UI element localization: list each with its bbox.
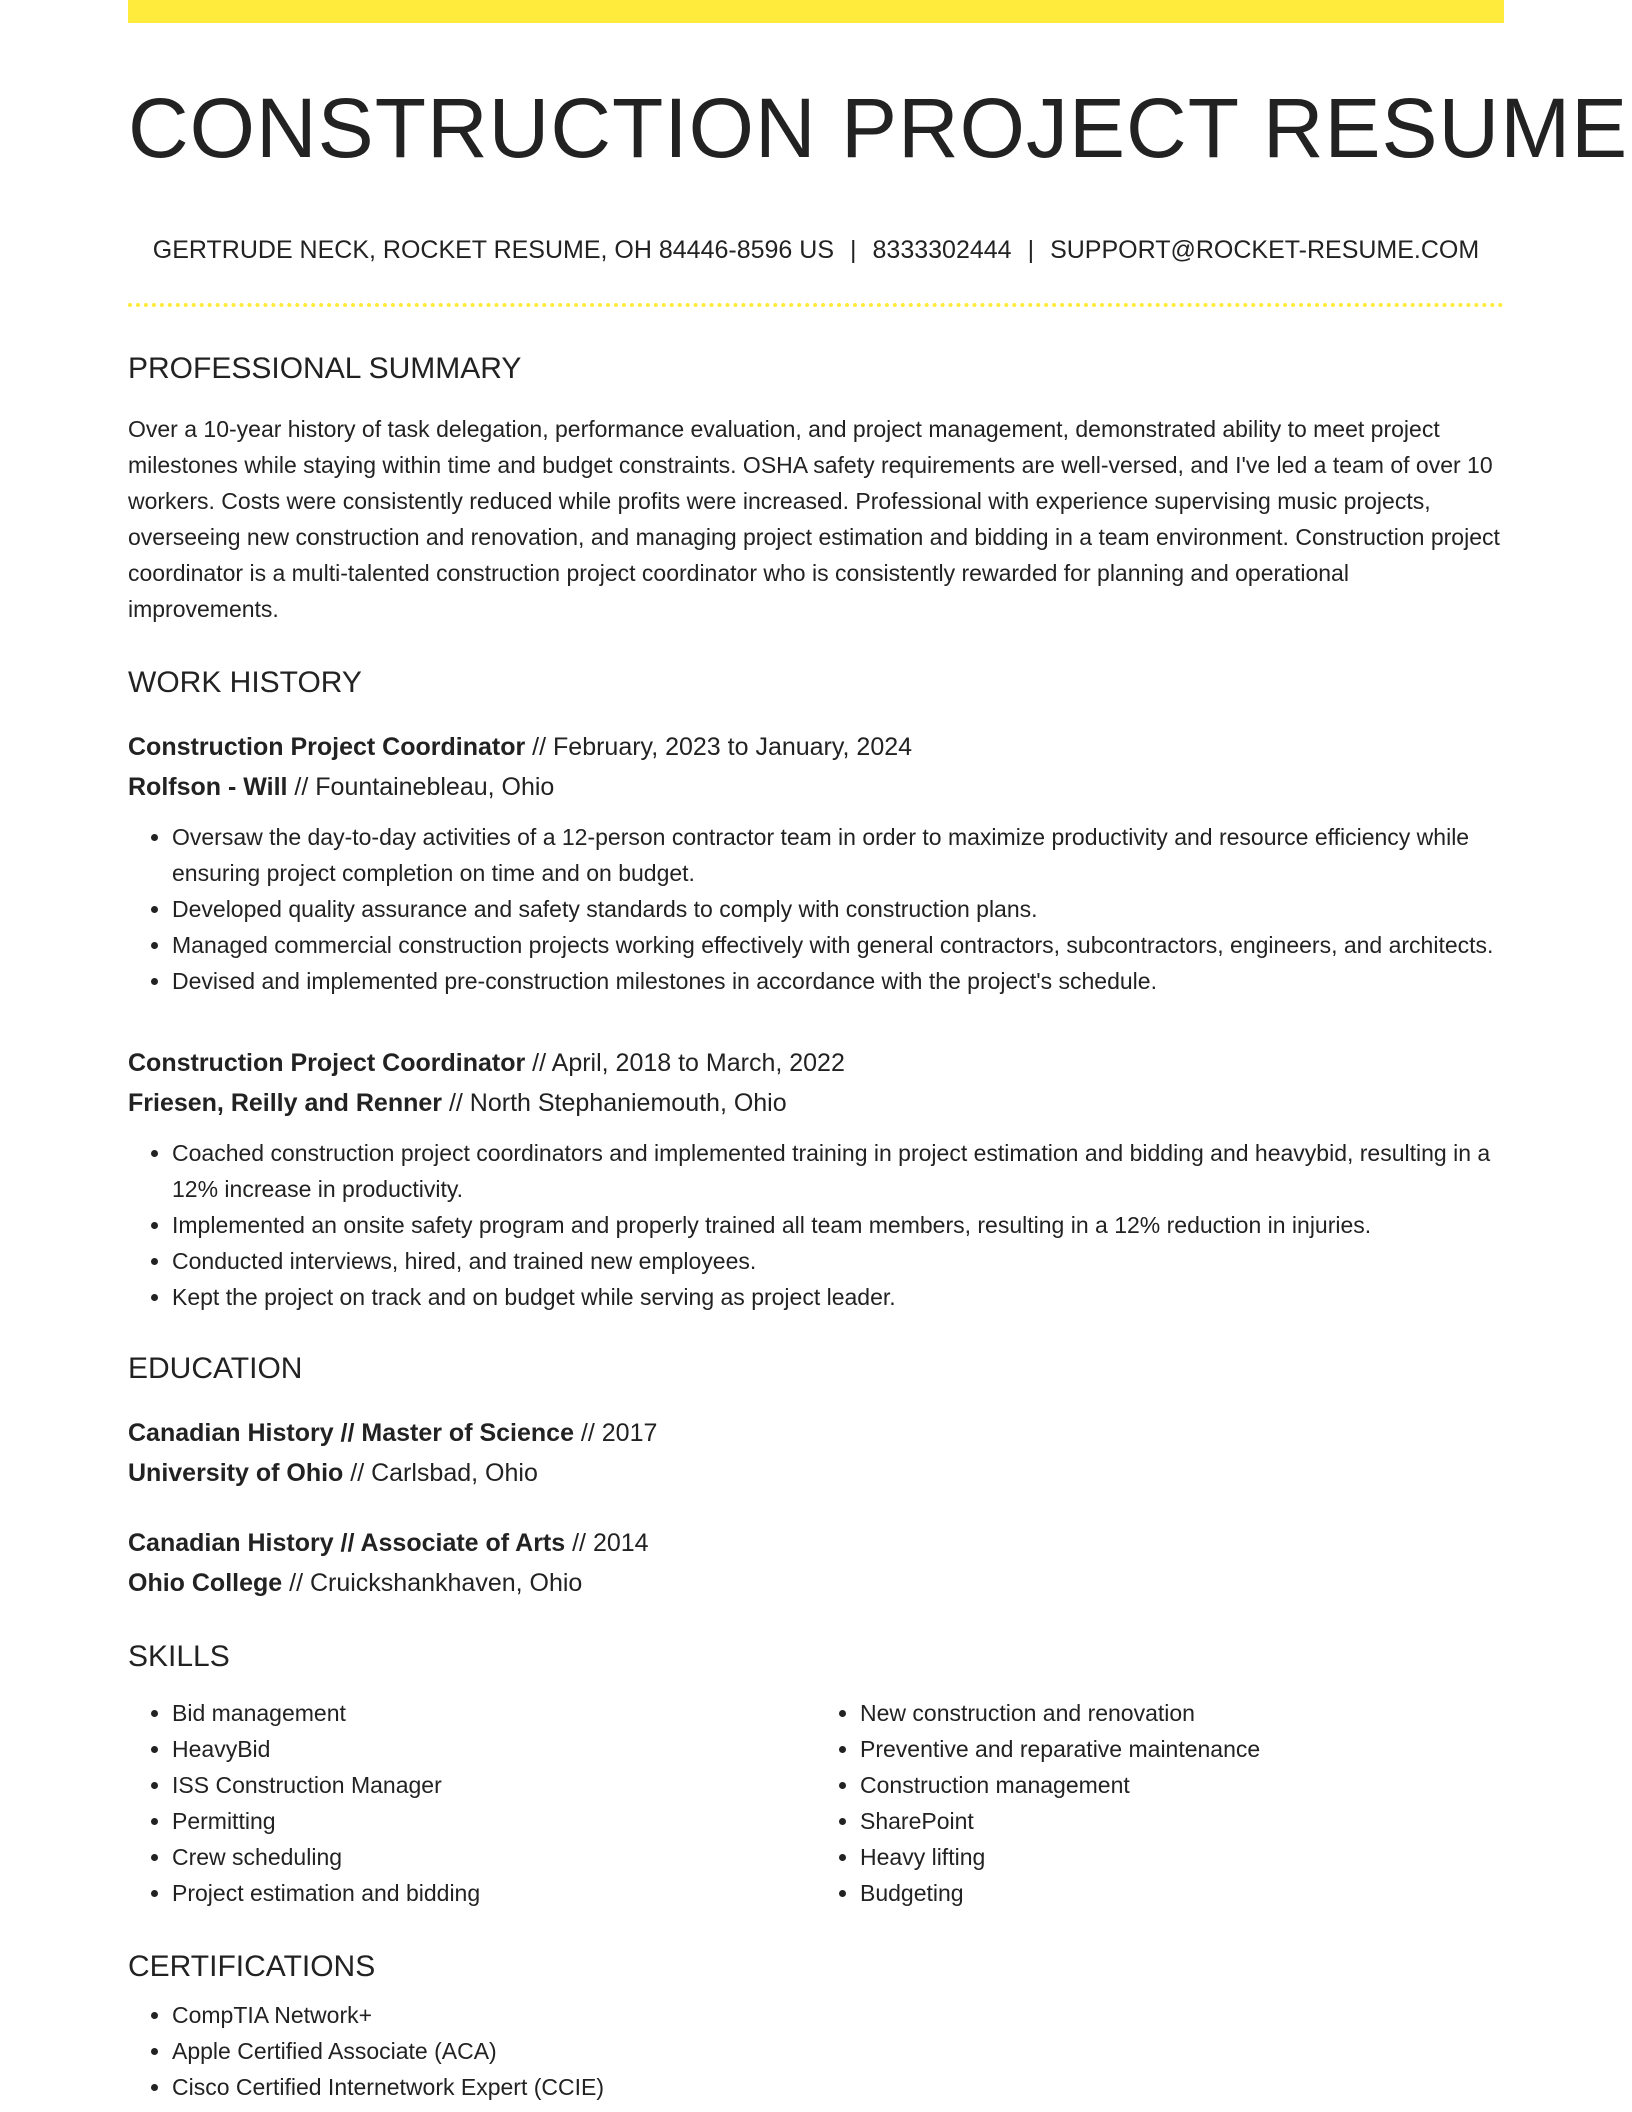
- certifications-list: [128, 1997, 1504, 2105]
- list-item: • Project estimation and bidding: [172, 1875, 816, 1911]
- list-item: • Crew scheduling: [172, 1839, 816, 1875]
- list-item: • Implemented an onsite safety program and properly trained all team members, resulting in a 12% reduction in injuries.: [172, 1207, 1504, 1243]
- job-title: Construction Project Coordinator: [128, 732, 526, 761]
- list-item: • Coached construction project coordinators and implemented training in project estimation and bidding and heavybid, resulting in a 12% increase in productivity.: [172, 1135, 1504, 1207]
- list-item: • Apple Certified Associate (ACA): [172, 2033, 1504, 2069]
- skills-heading: SKILLS: [128, 1639, 230, 1673]
- school-line: [128, 1563, 1504, 1603]
- list-item: • HeavyBid: [172, 1731, 816, 1767]
- skills-grid: [128, 1695, 1504, 1911]
- list-item: • Devised and implemented pre-construction milestones in accordance with the project's schedule.: [172, 963, 1504, 999]
- job-company-line: [128, 767, 1504, 807]
- degree-year: // 2017: [573, 1418, 658, 1447]
- list-item: • ISS Construction Manager: [172, 1767, 816, 1803]
- skills-right-column: [816, 1695, 1504, 1911]
- summary-heading: PROFESSIONAL SUMMARY: [128, 351, 522, 385]
- resume-title: CONSTRUCTION PROJECT RESUME: [128, 81, 1629, 175]
- degree-line: [128, 1413, 1504, 1453]
- contact-separator: |: [1027, 236, 1035, 265]
- job-entry: [128, 1043, 1504, 1315]
- school-location: // Cruickshankhaven, Ohio: [282, 1568, 583, 1597]
- list-item: • Heavy lifting: [860, 1839, 1504, 1875]
- degree: Canadian History // Associate of Arts: [128, 1528, 566, 1557]
- work-history-heading: WORK HISTORY: [128, 665, 362, 699]
- education-entry: [128, 1413, 1504, 1493]
- job-entry: [128, 727, 1504, 999]
- job-location: // Fountainebleau, Ohio: [287, 772, 555, 801]
- list-item: • Kept the project on track and on budget while serving as project leader.: [172, 1279, 1504, 1315]
- list-item: • Preventive and reparative maintenance: [860, 1731, 1504, 1767]
- education-heading: EDUCATION: [128, 1351, 303, 1385]
- job-company: Rolfson - Will: [128, 772, 288, 801]
- list-item: • Construction management: [860, 1767, 1504, 1803]
- job-title-line: [128, 727, 1504, 767]
- degree: Canadian History // Master of Science: [128, 1418, 574, 1447]
- list-item: • SharePoint: [860, 1803, 1504, 1839]
- job-title-line: [128, 1043, 1504, 1083]
- contact-phone: 8333302444: [872, 236, 1012, 265]
- contact-line: [128, 234, 1504, 267]
- list-item: • Budgeting: [860, 1875, 1504, 1911]
- job-company-line: [128, 1083, 1504, 1123]
- list-item: • New construction and renovation: [860, 1695, 1504, 1731]
- skills-left-column: [128, 1695, 816, 1911]
- job-title: Construction Project Coordinator: [128, 1048, 526, 1077]
- school-location: // Carlsbad, Ohio: [343, 1458, 538, 1487]
- accent-top-bar: [128, 0, 1504, 23]
- list-item: • CompTIA Network+: [172, 1997, 1504, 2033]
- school: Ohio College: [128, 1568, 283, 1597]
- list-item: • Conducted interviews, hired, and trained new employees.: [172, 1243, 1504, 1279]
- job-bullets: [128, 819, 1504, 999]
- job-dates: // April, 2018 to March, 2022: [525, 1048, 845, 1077]
- summary-text: Over a 10-year history of task delegation, performance evaluation, and project management, demonstrated ability to meet project milestones while staying within time and budget constraints. OSHA safety requirements are well-versed, and I've led a team of over 10 workers. Costs were consistently reduced while profits were increased. Professional with experience supervising music projects, overseeing new construction and renovation, and managing project estimation and bidding in a team environment. Construction project coordinator is a multi-talented construction project coordinator who is consistently rewarded for planning and operational improvements.: [128, 415, 1500, 622]
- job-dates: // February, 2023 to January, 2024: [525, 732, 913, 761]
- school-line: [128, 1453, 1504, 1493]
- list-item: • Bid management: [172, 1695, 816, 1731]
- school: University of Ohio: [128, 1458, 344, 1487]
- certifications-heading: CERTIFICATIONS: [128, 1949, 376, 1983]
- list-item: • Oversaw the day-to-day activities of a 12-person contractor team in order to maximize productivity and resource efficiency while ensuring project completion on time and on budget.: [172, 819, 1504, 891]
- degree-line: [128, 1523, 1504, 1563]
- resume-page: [128, 0, 1629, 2105]
- job-company: Friesen, Reilly and Renner: [128, 1088, 442, 1117]
- list-item: • Managed commercial construction projects working effectively with general contractors, subcontractors, engineers, and architects.: [172, 927, 1504, 963]
- list-item: • Cisco Certified Internetwork Expert (CCIE): [172, 2069, 1504, 2105]
- contact-address: GERTRUDE NECK, ROCKET RESUME, OH 84446-8596 US: [152, 236, 835, 265]
- job-location: // North Stephaniemouth, Ohio: [442, 1088, 787, 1117]
- job-bullets: [128, 1135, 1504, 1315]
- education-entry: [128, 1523, 1504, 1603]
- list-item: • Permitting: [172, 1803, 816, 1839]
- degree-year: // 2014: [565, 1528, 649, 1557]
- list-item: • Developed quality assurance and safety standards to comply with construction plans.: [172, 891, 1504, 927]
- dotted-divider: [128, 303, 1504, 307]
- contact-email: SUPPORT@ROCKET-RESUME.COM: [1050, 236, 1480, 265]
- contact-separator: |: [850, 236, 857, 265]
